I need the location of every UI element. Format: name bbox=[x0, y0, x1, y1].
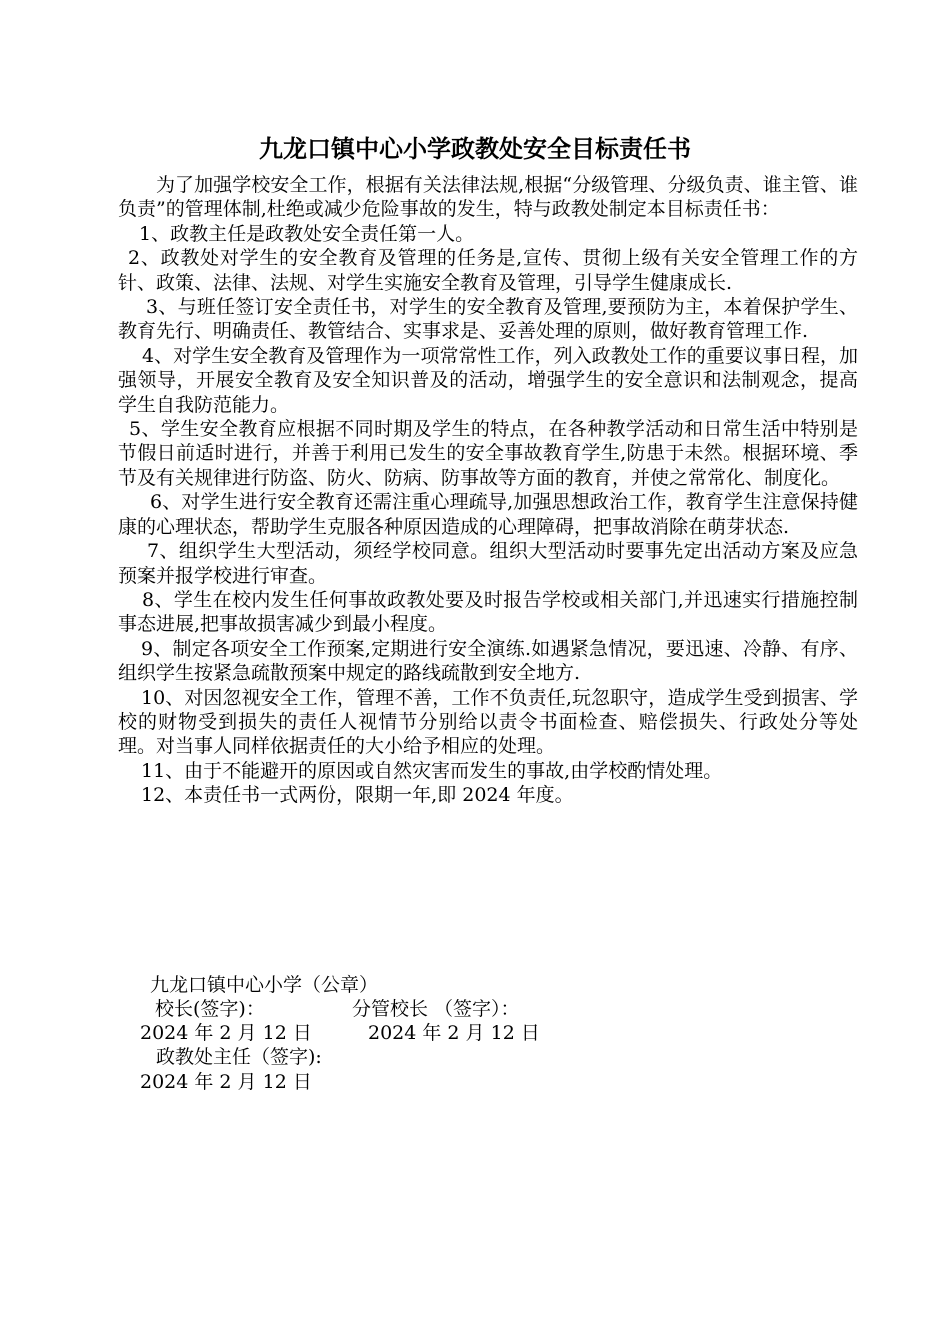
vice-principal-sign-date: 2024 年 2 月 12 日 bbox=[368, 1022, 540, 1044]
clause-6: 6、对学生进行安全教育还需注重心理疏导,加强思想政治工作，教育学生注意保持健康的心理状态，帮助学生克服各种原因造成的心理障碍，把事故消除在萌芽状态. bbox=[118, 491, 858, 538]
clause-10: 10、对因忽视安全工作，管理不善，工作不负责任,玩忽职守，造成学生受到损害、学校的财物受到损失的责任人视情节分别给以责令书面检查、赔偿损失、行政处分等处理。对当事人同样依据责任的大小给予相应的处理。 bbox=[118, 686, 858, 758]
intro-paragraph: 为了加强学校安全工作，根据有关法律法规,根据“分级管理、分级负责、谁主管、谁负责”的管理体制,杜绝或减少危险事故的发生，特与政教处制定本目标责任书： bbox=[118, 174, 858, 221]
principal-sign-date: 2024 年 2 月 12 日 bbox=[140, 1022, 312, 1044]
clause-12: 12、本责任书一式两份，限期一年,即 2024 年度。 bbox=[141, 784, 574, 807]
clause-7: 7、组织学生大型活动，须经学校同意。组织大型活动时要事先定出活动方案及应急预案并报学校进行审查。 bbox=[118, 540, 858, 587]
clause-11: 11、由于不能避开的原因或自然灾害而发生的事故,由学校酌情处理。 bbox=[141, 759, 723, 782]
clause-9: 9、制定各项安全工作预案,定期进行安全演练.如遇紧急情况，要迅速、冷静、有序、组织学生按紧急疏散预案中规定的路线疏散到安全地方. bbox=[118, 637, 858, 685]
clause-5: 5、学生安全教育应根据不同时期及学生的特点，在各种教学活动和日常生活中特别是节假日前适时进行，并善于利用已发生的安全事故教育学生,防患于未然。根据环境、季节及有关规律进行防盗、防火、防病、防事故等方面的教育，并使之常常化、制度化。 bbox=[118, 418, 858, 489]
school-seal-label: 九龙口镇中心小学（公章） bbox=[150, 974, 379, 996]
principal-signature-label: 校长(签字)： bbox=[155, 998, 265, 1020]
clause-3: 3、与班任签订安全责任书，对学生的安全教育及管理,要预防为主，本着保护学生、教育先行、明确责任、教管结合、实事求是、妥善处理的原则，做好教育管理工作. bbox=[118, 296, 858, 343]
director-sign-date: 2024 年 2 月 12 日 bbox=[140, 1071, 312, 1093]
vice-principal-signature-label: 分管校长 （签字）： bbox=[352, 998, 520, 1020]
clause-2: 2、政教处对学生的安全教育及管理的任务是,宣传、贯彻上级有关安全管理工作的方针、政策、法律、法规、对学生实施安全教育及管理，引导学生健康成长. bbox=[118, 247, 858, 294]
clause-8: 8、学生在校内发生任何事故政教处要及时报告学校或相关部门,并迅速实行措施控制事态进展,把事故损害减少到最小程度。 bbox=[118, 588, 858, 636]
document-title: 九龙口镇中心小学政教处安全目标责任书 bbox=[259, 135, 691, 163]
clause-1: 1、政教主任是政教处安全责任第一人。 bbox=[139, 222, 475, 245]
director-signature-label: 政教处主任（签字): bbox=[156, 1046, 322, 1068]
clause-4: 4、对学生安全教育及管理作为一项常常性工作，列入政教处工作的重要议事日程，加强领导，开展安全教育及安全知识普及的活动，增强学生的安全意识和法制观念，提高学生自我防范能力。 bbox=[118, 344, 858, 416]
document-body bbox=[118, 173, 858, 808]
